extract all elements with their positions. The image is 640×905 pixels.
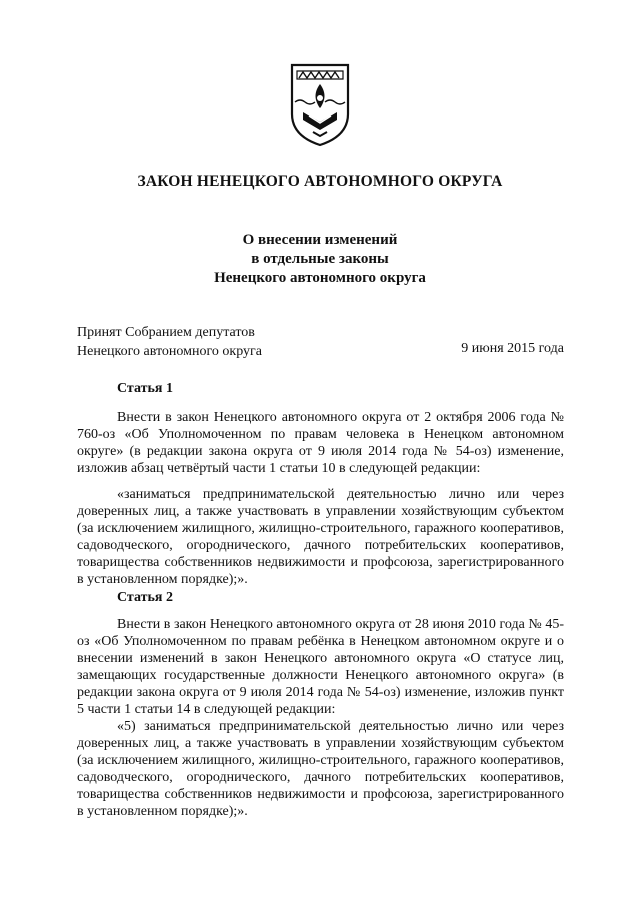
article-2-quote: «5) заниматься предпринимательской деятельностью лично или через доверенных лиц, а также участвовать в управлении хозяйствующим субъектом (за исключением жилищного, жилищно-строительного, гаражного кооперативов, садоводческого, огороднического, дачного потребительских кооперативов, товарищества собственников недвижимости и профсоюза, зарегистрированного в установленном порядке);».: [77, 719, 564, 819]
adoption-date: 9 июня 2015 года: [461, 341, 564, 356]
adopted-line-1: Принят Собранием депутатов: [77, 325, 255, 340]
subtitle-line-2: в отдельные законы: [251, 251, 389, 267]
subtitle-line-3: Ненецкого автономного округа: [214, 270, 426, 286]
law-title: ЗАКОН НЕНЕЦКОГО АВТОНОМНОГО ОКРУГА: [137, 173, 503, 190]
adopted-by: [77, 323, 262, 361]
law-subtitle: [0, 231, 640, 288]
coat-of-arms-icon: [289, 62, 351, 148]
adopted-line-2: Ненецкого автономного округа: [77, 344, 262, 359]
article-1-text: Внести в закон Ненецкого автономного округа от 2 октября 2006 года № 760-оз «Об Уполномоченном по правам человека в Ненецком автономном округе» (в редакции закона округа от 9 июля 2014 года № 54-оз) изменение, изложив абзац четвёртый части 1 статьи 10 в следующей редакции:: [77, 410, 564, 476]
article-1-heading: Статья 1: [117, 381, 173, 396]
article-2-text: Внести в закон Ненецкого автономного округа от 28 июня 2010 года № 45-оз «Об Уполномоченном по правам ребёнка в Ненецком автономном округе и о внесении изменений в закон Ненецкого автономного округа «О статусе лиц, замещающих государственные должности Ненецкого автономного округа» (в редакции закона округа от 9 июля 2014 года № 54-оз) изменение, изложив пункт 5 части 1 статьи 14 в следующей редакции:: [77, 617, 564, 717]
subtitle-line-1: О внесении изменений: [242, 232, 398, 248]
article-1-quote: «заниматься предпринимательской деятельностью лично или через доверенных лиц, а также участвовать в управлении хозяйствующим субъектом (за исключением жилищного, жилищно-строительного, гаражного кооперативов, садоводческого, огороднического, дачного потребительских кооперативов, товарищества собственников недвижимости и профсоюза, зарегистрированного в установленном порядке);».: [77, 487, 564, 587]
article-2-heading: Статья 2: [117, 590, 173, 605]
